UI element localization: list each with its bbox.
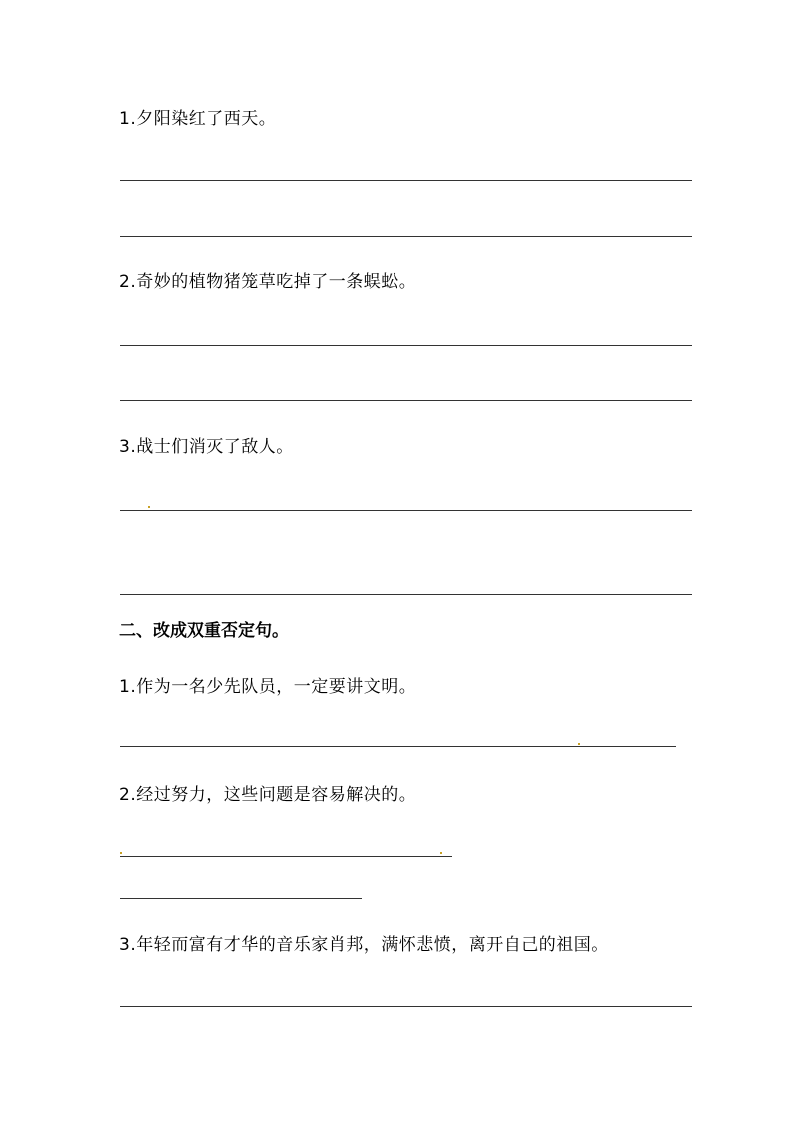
stray-mark xyxy=(148,506,150,508)
question-1-1: 1.夕阳染红了西天。 xyxy=(119,109,277,129)
stray-mark xyxy=(440,852,442,854)
question-2-1: 1.作为一名少先队员，一定要讲文明。 xyxy=(119,677,417,697)
answer-line xyxy=(120,180,692,181)
answer-line xyxy=(120,510,692,511)
answer-line xyxy=(120,400,692,401)
answer-line xyxy=(120,898,362,899)
section-heading: 二、改成双重否定句。 xyxy=(119,621,289,641)
answer-line xyxy=(120,236,692,237)
stray-mark xyxy=(578,743,580,745)
question-2-3: 3.年轻而富有才华的音乐家肖邦，满怀悲愤，离开自己的祖国。 xyxy=(119,935,609,955)
question-1-3: 3.战士们消灭了敌人。 xyxy=(119,437,294,457)
stray-mark xyxy=(120,852,122,854)
answer-line xyxy=(120,594,692,595)
question-1-2: 2.奇妙的植物猪笼草吃掉了一条蜈蚣。 xyxy=(119,272,417,292)
answer-line xyxy=(120,1006,692,1007)
answer-line xyxy=(120,856,452,857)
answer-line xyxy=(120,746,676,747)
question-2-2: 2.经过努力，这些问题是容易解决的。 xyxy=(119,785,417,805)
answer-line xyxy=(120,345,692,346)
